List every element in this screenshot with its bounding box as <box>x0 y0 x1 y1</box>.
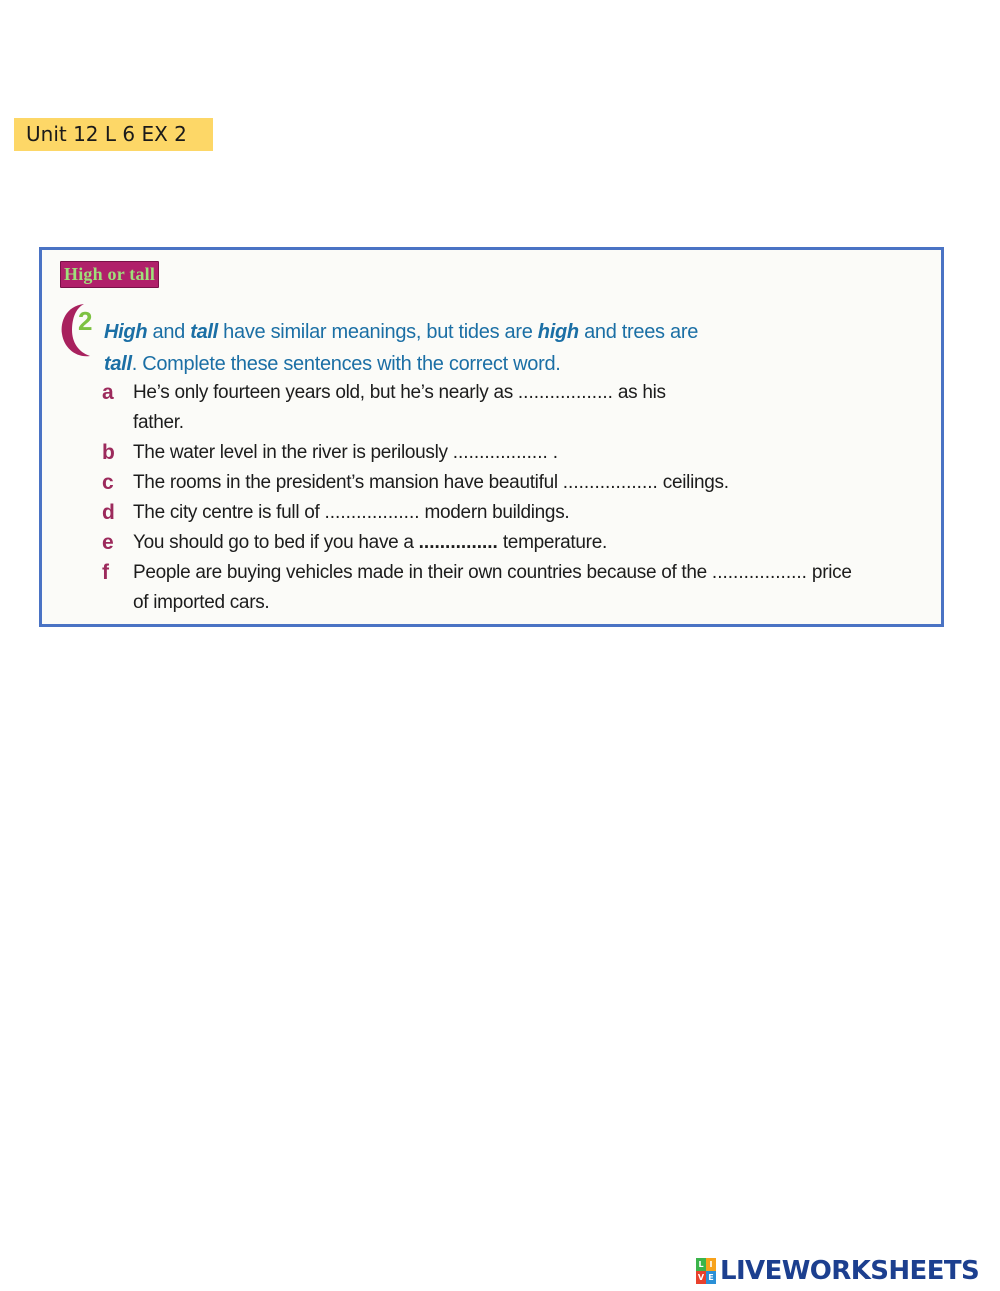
answer-gap[interactable]: .................. <box>324 502 420 523</box>
instruction-text: and <box>147 321 191 343</box>
live-block-letter: E <box>706 1271 716 1284</box>
keyword-high: High <box>104 321 148 343</box>
watermark-text: LIVEWORKSHEETS <box>720 1256 980 1286</box>
item-letter: d <box>102 501 115 524</box>
item-text: People are buying vehicles made in their own countries because of the <box>133 562 712 583</box>
list-item <box>100 498 940 528</box>
item-text: He’s only fourteen years old, but he’s nearly as <box>133 382 518 403</box>
instruction <box>104 316 744 380</box>
item-letter: c <box>102 471 114 494</box>
answer-gap[interactable]: ............... <box>418 532 498 553</box>
keyword-tall: tall <box>104 353 132 375</box>
answer-gap[interactable]: .................. <box>562 472 658 493</box>
exercise-number-badge <box>58 300 102 360</box>
keyword-tall: tall <box>190 321 218 343</box>
item-text: The water level in the river is perilously <box>133 442 453 463</box>
item-text: price <box>806 562 852 583</box>
keyword-high: high <box>537 321 579 343</box>
instruction-text: have similar meanings, but tides are <box>217 321 538 343</box>
instruction-line-1 <box>104 316 744 348</box>
answer-gap[interactable]: .................. <box>711 562 807 583</box>
answer-gap[interactable]: .................. <box>517 382 613 403</box>
item-text: You should go to bed if you have a <box>133 532 419 553</box>
item-text-continued: father. <box>133 412 184 433</box>
unit-label: Unit 12 L 6 EX 2 <box>14 118 213 151</box>
instruction-text: and trees are <box>578 321 699 343</box>
instruction-text: . Complete these sentences with the correct word. <box>131 353 561 375</box>
list-item <box>100 528 940 558</box>
item-text: as his <box>612 382 666 403</box>
item-letter: e <box>102 531 114 554</box>
live-blocks-icon <box>696 1258 716 1284</box>
item-text: The rooms in the president’s mansion have beautiful <box>133 472 563 493</box>
liveworksheets-logo[interactable] <box>696 1251 996 1291</box>
item-list <box>100 378 940 618</box>
live-block-letter: I <box>706 1258 716 1271</box>
item-text: . <box>547 442 558 463</box>
list-item <box>100 378 940 438</box>
instruction-line-2 <box>104 348 744 380</box>
list-item <box>100 438 940 468</box>
live-block-letter: V <box>697 1273 705 1282</box>
item-letter: b <box>102 441 115 464</box>
item-text: temperature. <box>497 532 607 553</box>
item-text-continued: of imported cars. <box>133 592 270 613</box>
item-text: The city centre is full of <box>133 502 325 523</box>
item-text: ceilings. <box>657 472 729 493</box>
exercise-box <box>39 247 944 627</box>
exercise-number: 2 <box>78 306 93 336</box>
list-item <box>100 468 940 498</box>
live-block-letter: L <box>696 1258 706 1271</box>
item-letter: a <box>102 381 114 404</box>
section-tag: High or tall <box>60 261 159 288</box>
item-letter: f <box>102 561 109 584</box>
answer-gap[interactable]: .................. <box>452 442 548 463</box>
list-item <box>100 558 940 618</box>
item-text: modern buildings. <box>419 502 570 523</box>
